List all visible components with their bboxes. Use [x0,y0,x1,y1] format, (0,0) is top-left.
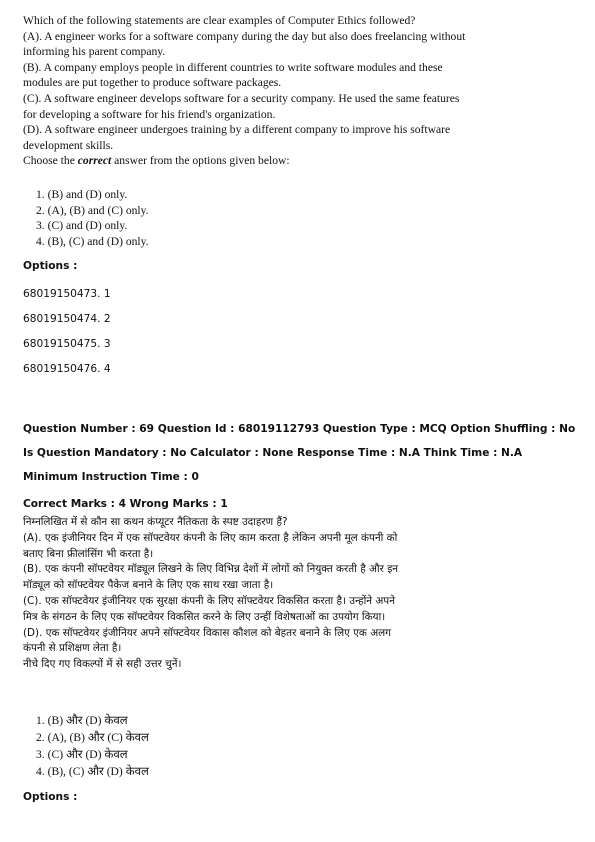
q69-line: (B). एक कंपनी सॉफ्टवेयर मॉड्यूल लिखने के लिए विभिन्न देशों में लोगों को नियुक्त करती है और इन [23,563,399,576]
q69-line: कंपनी से प्रशिक्षण लेता है। [23,642,122,655]
q68-choose-instruction [23,153,578,169]
q68-line: (C). A software engineer develops software for a security company. He used the same features [23,91,460,105]
q69-line: (C). एक सॉफ्टवेयर इंजीनियर एक सुरक्षा कंपनी के लिए सॉफ्टवेयर विकसित करता है। उन्होंने अपने [23,594,395,607]
answer-choice: 2. (A), (B) and (C) only. [36,203,149,217]
q69-line: (D). एक सॉफ्टवेयर इंजीनियर अपने सॉफ्टवेयर विकास कौशल को बेहतर बनाने के लिए एक अलग [23,626,392,639]
q69-line: नीचे दिए गए विकल्पों में से सही उत्तर चुनें। [23,658,182,671]
q68-options-label: Options : [23,260,78,272]
q68-line: (D). A software engineer undergoes training by a different company to improve his software [23,123,451,137]
choose-suffix: answer from the options given below: [111,154,290,168]
q68-line: development skills. [23,138,114,152]
option-id: 68019150474. 2 [23,313,111,325]
q69-line: बताए बिना फ्रीलांसिंग भी करता है। [23,547,154,560]
answer-choice: 2. (A), (B) और (C) केवल [36,731,149,744]
option-id: 68019150476. 4 [23,363,111,375]
answer-choice: 4. (B), (C) and (D) only. [36,234,149,248]
q68-answer-list [23,187,578,249]
q69-line: (A). एक इंजीनियर दिन में एक सॉफ्टवेयर कंपनी के लिए काम करता है लेकिन अपनी मूल कंपनी को [23,531,398,544]
q68-line: modules are put together to produce software packages. [23,76,282,90]
q69-meta-line: Question Number : 69 Question Id : 68019112793 Question Type : MCQ Option Shuffling : No [23,423,576,435]
answer-choice: 1. (B) और (D) केवल [36,714,128,727]
q68-line: (B). A company employs people in different countries to write software modules and these [23,60,443,74]
q69-marks: Correct Marks : 4 Wrong Marks : 1 [23,498,228,510]
answer-choice: 4. (B), (C) और (D) केवल [36,765,149,778]
q68-line: Which of the following statements are clear examples of Computer Ethics followed? [23,14,416,27]
q69-question-text [23,515,578,673]
answer-choice: 3. (C) और (D) केवल [36,748,128,761]
answer-choice: 1. (B) and (D) only. [36,188,128,201]
q69-line: निम्नलिखित में से कौन सा कथन कंप्यूटर नैतिकता के स्पष्ट उदाहरण हैं? [23,516,288,528]
q68-line: (A). A engineer works for a software company during the day but also does freelancing without [23,29,466,43]
answer-choice: 3. (C) and (D) only. [36,219,128,233]
q69-options-label: Options : [23,791,78,803]
q69-meta-line: Minimum Instruction Time : 0 [23,471,199,483]
q68-question-text [23,13,578,169]
q69-line: मित्र के संगठन के लिए एक सॉफ्टवेयर विकसित करने के लिए उन्हीं विशेषताओं का उपयोग किया। [23,610,386,623]
choose-emphasis: correct [77,154,112,168]
choose-prefix: Choose the [23,154,78,168]
option-id: 68019150473. 1 [23,288,111,300]
option-id: 68019150475. 3 [23,338,111,350]
q68-line: for developing a software for his friend's organization. [23,107,276,121]
q69-meta-line: Is Question Mandatory : No Calculator : None Response Time : N.A Think Time : N.A [23,447,523,459]
q69-line: मॉड्यूल को सॉफ्टवेयर पैकेज बनाने के लिए एक साथ रखा जाता है। [23,579,274,592]
q68-line: informing his parent company. [23,45,166,59]
q69-answer-list [23,712,578,780]
